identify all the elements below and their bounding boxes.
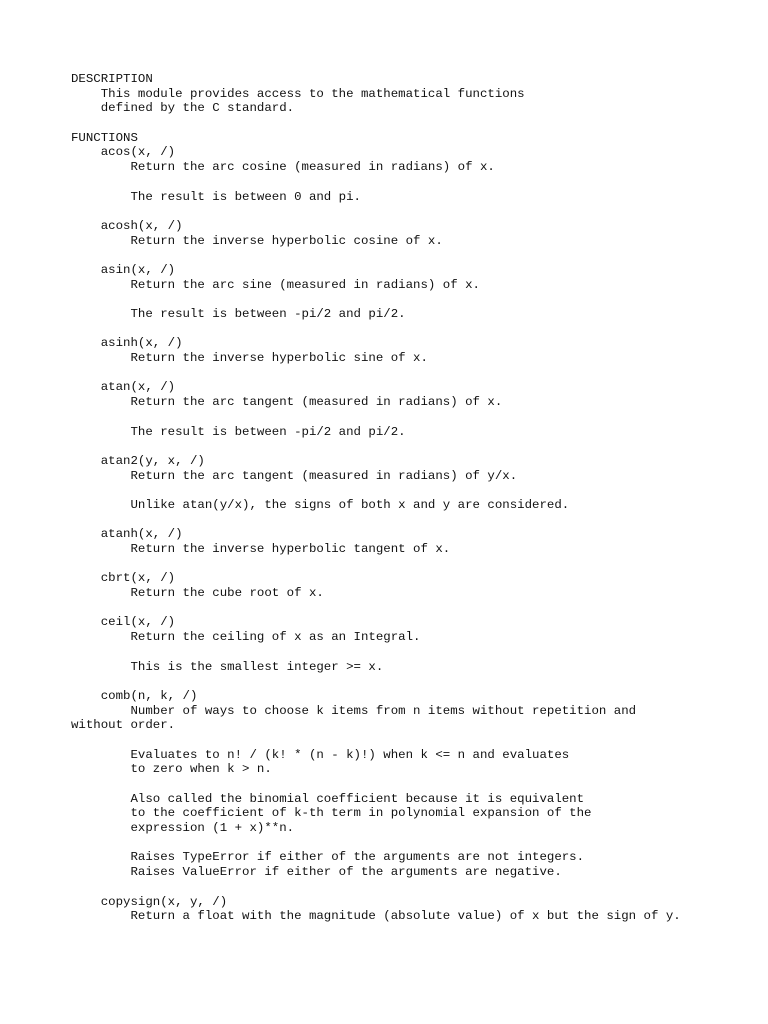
blank-line: [71, 248, 681, 263]
function-signature: acos(x, /): [71, 145, 176, 160]
blank-line: [71, 366, 681, 381]
description-line: This module provides access to the mathematical functions: [71, 86, 525, 101]
blank-line: [71, 880, 681, 895]
blank-line: [71, 674, 681, 689]
description-line: The result is between -pi/2 and pi/2.: [71, 307, 406, 321]
description-line: Raises TypeError if either of the arguments are not integers.: [71, 850, 585, 865]
function-signature: copysign(x, y, /): [71, 894, 228, 909]
description-line: Return the inverse hyperbolic sine of x.: [71, 351, 428, 366]
description-line: Return a float with the magnitude (absolute value) of x but the sign of y.: [71, 909, 681, 924]
function-signature: atanh(x, /): [71, 527, 183, 542]
section-heading-functions: FUNCTIONS: [71, 130, 138, 145]
function-signature: acosh(x, /): [71, 218, 183, 233]
blank-line: [71, 292, 681, 307]
function-signature: ceil(x, /): [71, 615, 176, 630]
blank-line: [71, 733, 681, 748]
blank-line: [71, 175, 681, 190]
description-line: Return the arc tangent (measured in radians) of y/x.: [71, 468, 518, 483]
blank-line: [71, 322, 681, 337]
description-line: The result is between -pi/2 and pi/2.: [71, 424, 406, 439]
blank-line: [71, 204, 681, 219]
blank-line: [71, 483, 681, 498]
description-line: without order.: [71, 718, 176, 733]
description-line: Return the arc cosine (measured in radians) of x.: [71, 160, 495, 175]
blank-line: [71, 836, 681, 851]
blank-line: [71, 557, 681, 572]
blank-line: [71, 777, 681, 792]
module-help-text: [71, 72, 681, 924]
description-line: to the coefficient of k-th term in polynomial expansion of the: [71, 806, 592, 821]
description-line: Return the cube root of x.: [71, 586, 324, 601]
function-signature: atan(x, /): [71, 380, 176, 395]
description-line: Return the inverse hyperbolic tangent of x.: [71, 542, 451, 556]
description-line: Return the inverse hyperbolic cosine of x.: [71, 233, 443, 248]
description-line: Return the ceiling of x as an Integral.: [71, 630, 421, 645]
description-line: Also called the binomial coefficient because it is equivalent: [71, 791, 585, 806]
function-signature: atan2(y, x, /): [71, 453, 205, 468]
description-line: to zero when k > n.: [71, 762, 272, 777]
blank-line: [71, 601, 681, 616]
description-line: Evaluates to n! / (k! * (n - k)!) when k <= n and evaluates: [71, 747, 570, 762]
description-line: Raises ValueError if either of the arguments are negative.: [71, 865, 562, 880]
blank-line: [71, 439, 681, 454]
description-line: Unlike atan(y/x), the signs of both x and y are considered.: [71, 497, 570, 512]
blank-line: [71, 116, 681, 131]
function-signature: cbrt(x, /): [71, 571, 176, 586]
description-line: This is the smallest integer >= x.: [71, 659, 384, 674]
function-signature: asin(x, /): [71, 262, 176, 277]
description-line: The result is between 0 and pi.: [71, 189, 361, 204]
section-heading-description: DESCRIPTION: [71, 72, 153, 86]
blank-line: [71, 410, 681, 425]
description-line: defined by the C standard.: [71, 101, 295, 116]
blank-line: [71, 513, 681, 528]
description-line: Number of ways to choose k items from n items without repetition and: [71, 703, 637, 718]
function-signature: asinh(x, /): [71, 336, 183, 351]
description-line: Return the arc tangent (measured in radians) of x.: [71, 395, 503, 410]
description-line: expression (1 + x)**n.: [71, 821, 295, 836]
function-signature: comb(n, k, /): [71, 688, 198, 703]
description-line: Return the arc sine (measured in radians) of x.: [71, 277, 480, 292]
blank-line: [71, 645, 681, 660]
